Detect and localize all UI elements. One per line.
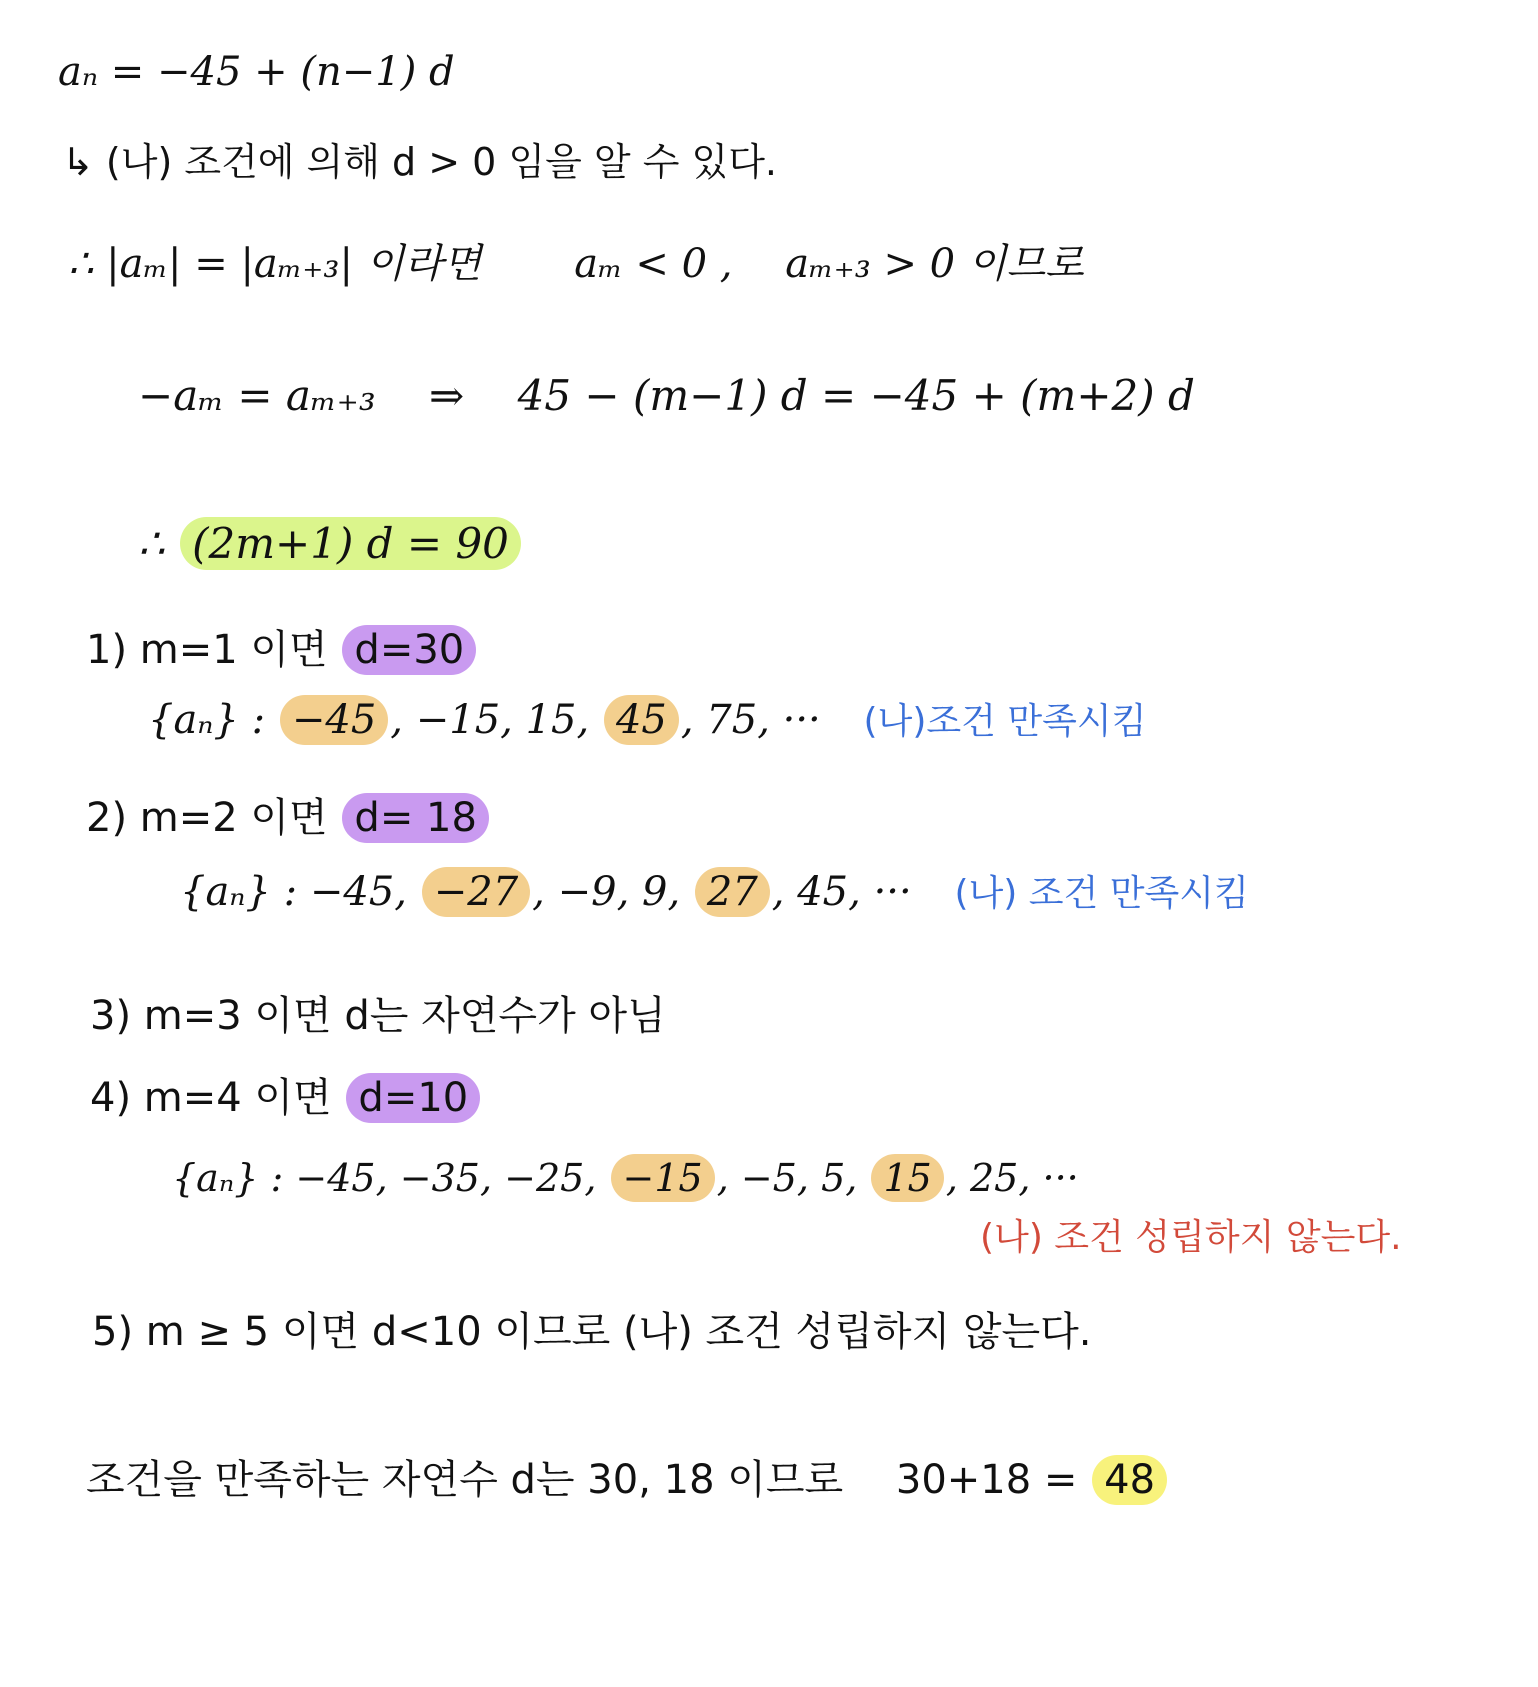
general-term-text: aₙ = −45 + (n−1) d — [58, 49, 455, 95]
case-1-sequence: {aₙ} : −45 , −15, 15, 45 , 75, ··· (나)조건 만족시킴 — [148, 697, 1147, 743]
seq-term: 27 — [695, 867, 770, 917]
seq-term: −35 — [399, 1156, 480, 1200]
formula-general-term — [58, 46, 455, 98]
condition-remark-text: ↳ (나) 조건에 의해 d > 0 임을 알 수 있다. — [62, 140, 777, 184]
seq-term: 45 — [604, 695, 679, 745]
seq-term: −45 — [280, 695, 388, 745]
seq-term: 75 — [706, 697, 758, 743]
case-4-header — [90, 1072, 482, 1124]
seq-term: 15 — [871, 1154, 943, 1202]
case-2-label: 2) m=2 이면 — [86, 795, 328, 841]
case-2-sequence: {aₙ} : −45, −27 , −9, 9, 27 , 45, ··· (나) 조건 만족시킴 — [180, 869, 1249, 915]
seq-term: 25 — [969, 1156, 1019, 1200]
equation-left: −aₘ = aₘ₊₃ — [138, 371, 376, 420]
seq-label: {aₙ} : — [180, 869, 298, 915]
case-1-note: (나)조건 만족시킴 — [863, 701, 1147, 742]
seq-ellipsis: ··· — [1042, 1156, 1079, 1200]
key-equation-highlight: (2m+1) d = 90 — [180, 517, 521, 570]
seq-term: −27 — [422, 867, 530, 917]
abs-prefix: ∴ |aₘ| = |aₘ₊₃| 이라면 — [68, 241, 482, 287]
seq-term: 5 — [821, 1156, 846, 1200]
equation-right: 45 − (m−1) d = −45 + (m+2) d — [517, 371, 1195, 420]
seq-label: {aₙ} : — [172, 1156, 284, 1200]
case-4-label: 4) m=4 이면 — [90, 1075, 332, 1121]
seq-term: −25 — [504, 1156, 585, 1200]
seq-label: {aₙ} : — [148, 697, 266, 743]
therefore-symbol: ∴ — [138, 519, 165, 568]
am-negative: aₘ < 0 , — [574, 241, 733, 287]
case-1-label: 1) m=1 이면 — [86, 627, 328, 673]
implies-arrow-icon: ⇒ — [429, 371, 465, 420]
seq-term: 15 — [525, 697, 577, 743]
seq-term: 9 — [642, 869, 668, 915]
seq-term: −15 — [415, 697, 501, 743]
final-sum: 30+18 = — [895, 1457, 1078, 1503]
case-4-d-highlight: d=10 — [346, 1073, 480, 1123]
case-2-header — [86, 792, 491, 844]
case-5-text — [92, 1306, 1091, 1358]
final-answer-highlight: 48 — [1092, 1455, 1167, 1505]
final-prefix: 조건을 만족하는 자연수 d는 30, 18 이므로 — [86, 1457, 844, 1503]
final-answer-line — [86, 1454, 1169, 1506]
condition-remark — [62, 136, 777, 188]
seq-term: −9 — [557, 869, 617, 915]
case-4-note — [980, 1212, 1402, 1264]
case-4-note-text: (나) 조건 성립하지 않는다. — [980, 1217, 1402, 1258]
equation-step — [138, 370, 1195, 422]
case-5-line: 5) m ≥ 5 이면 d<10 이므로 (나) 조건 성립하지 않는다. — [92, 1309, 1092, 1355]
case-2-note: (나) 조건 만족시킴 — [954, 873, 1249, 914]
seq-term: −15 — [611, 1154, 715, 1202]
case-1-header — [86, 624, 478, 676]
seq-term: −45 — [295, 1156, 376, 1200]
seq-ellipsis: ··· — [873, 869, 912, 915]
case-1-d-highlight: d=30 — [342, 625, 476, 675]
seq-term: −5 — [740, 1156, 797, 1200]
case-2-d-highlight: d= 18 — [342, 793, 489, 843]
key-equation — [138, 518, 523, 570]
seq-term: 45 — [797, 869, 849, 915]
case-3-text — [90, 990, 666, 1042]
case-3-line: 3) m=3 이면 d는 자연수가 아님 — [90, 993, 666, 1039]
absolute-value-step — [68, 238, 1084, 290]
seq-ellipsis: ··· — [782, 697, 821, 743]
case-4-sequence: {aₙ} : −45, −35, −25, −15 , −5, 5, 15 , 25, ··· — [172, 1156, 1079, 1200]
seq-term: −45 — [309, 869, 395, 915]
am3-positive: aₘ₊₃ > 0 이므로 — [785, 241, 1084, 287]
